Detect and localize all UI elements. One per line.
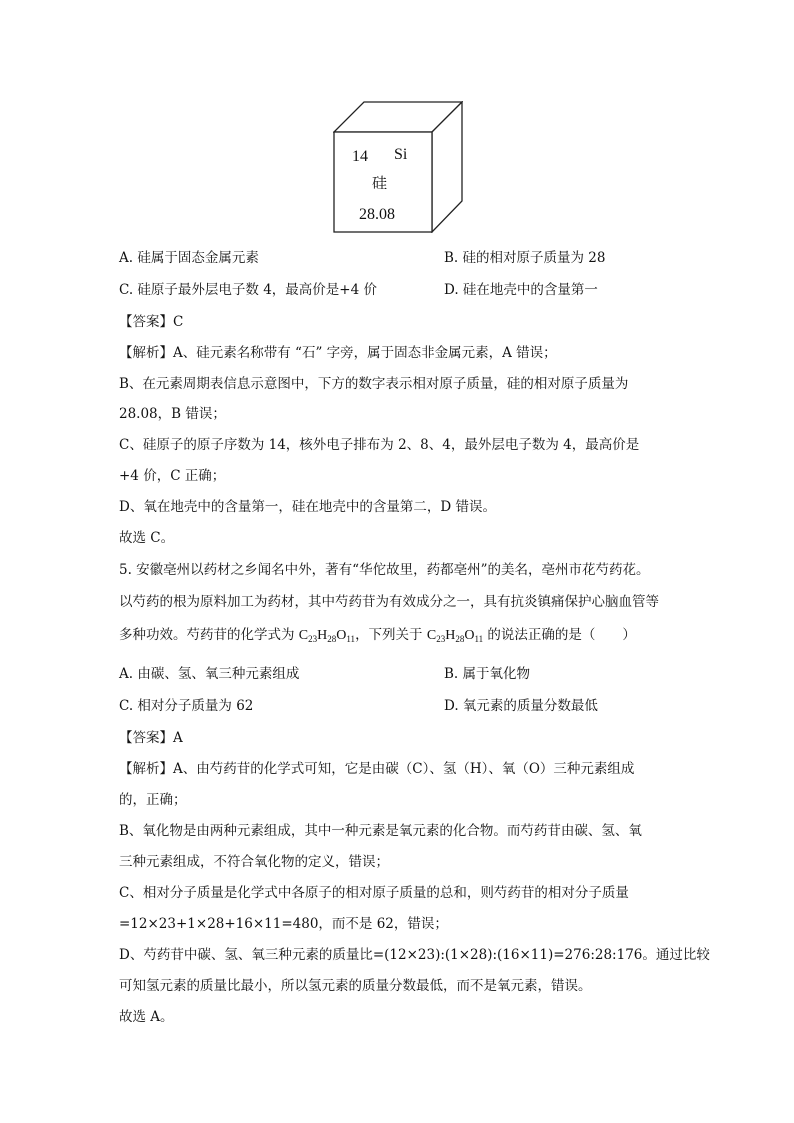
q4-analysis-line: B、在元素周期表信息示意图中，下方的数字表示相对原子质量，硅的相对原子质量为 xyxy=(119,376,629,392)
q5-analysis-line: D、芍药苷中碳、氢、氧三种元素的质量比=(12×23):(1×28):(16×11)=276:28:176。通过比较 xyxy=(119,947,710,963)
q4-option-b: B. 硅的相对原子质量为 28 xyxy=(444,250,606,266)
q5-analysis-line: 【解析】A、由芍药苷的化学式可知，它是由碳（C）、氢（H）、氧（O）三种元素组成 xyxy=(119,761,635,777)
q5-stem-text: 的说法正确的是（ ） xyxy=(483,627,636,643)
q4-option-d: D. 硅在地壳中的含量第一 xyxy=(444,282,598,298)
q5-stem-text: ，下列关于 xyxy=(355,627,427,643)
q5-stem-line-formula xyxy=(119,625,636,646)
q5-analysis-line: C、相对分子质量是化学式中各原子的相对原子质量的总和，则芍药苷的相对分子质量 xyxy=(119,885,629,901)
q4-analysis-line: +4 价，C 正确； xyxy=(119,468,226,484)
q5-analysis-line: 三种元素组成，不符合氧化物的定义，错误； xyxy=(119,854,389,870)
q4-analysis-line: 28.08，B 错误； xyxy=(119,406,226,422)
q5-stem-text: 多种功效。芍药苷的化学式为 xyxy=(119,627,299,643)
q5-stem-line: 以芍药的根为原料加工为药材，其中芍药苷为有效成分之一，具有抗炎镇痛保护心脑血管等 xyxy=(119,594,659,610)
element-name: 硅 xyxy=(372,174,388,192)
q5-option-a: A. 由碳、氢、氧三种元素组成 xyxy=(119,666,300,682)
q5-option-c: C. 相对分子质量为 62 xyxy=(119,698,254,714)
cube-outline xyxy=(333,101,463,233)
q4-analysis-line: D、氧在地壳中的含量第一，硅在地壳中的含量第二，D 错误。 xyxy=(119,499,496,515)
q4-answer: 【答案】C xyxy=(119,314,184,330)
q5-option-b: B. 属于氧化物 xyxy=(444,666,531,682)
q4-conclusion: 故选 C。 xyxy=(119,530,175,546)
q5-answer: 【答案】A xyxy=(119,730,183,746)
q5-conclusion: 故选 A。 xyxy=(119,1009,174,1025)
q5-analysis-line: 可知氢元素的质量比最小，所以氢元素的质量分数最低，而不是氧元素，错误。 xyxy=(119,978,592,994)
q5-analysis-line: 的，正确； xyxy=(119,792,187,808)
q4-option-a: A. 硅属于固态金属元素 xyxy=(119,250,259,266)
q5-analysis-line: =12×23+1×28+16×11=480，而不是 62，错误； xyxy=(119,916,448,932)
paeoniflorin-formula: $C_{23}H_{28}O_{11}$ xyxy=(298,628,356,644)
q5-stem-line: 5. 安徽亳州以药材之乡闻名中外，著有“华佗故里，药都亳州”的美名，亳州市花芍药花。 xyxy=(119,562,650,578)
element-symbol: Si xyxy=(394,146,408,163)
q4-analysis-line: C、硅原子的原子序数为 14，核外电子排布为 2、8、4，最外层电子数为 4，最高价是 xyxy=(119,437,640,453)
atomic-number: 14 xyxy=(352,148,368,165)
q5-analysis-line: B、氧化物是由两种元素组成，其中一种元素是氧元素的化合物。而芍药苷由碳、氢、氧 xyxy=(119,823,642,839)
paeoniflorin-formula: $C_{23}H_{28}O_{11}$ xyxy=(426,628,484,644)
q4-analysis-line: 【解析】A、硅元素名称带有 “石” 字旁，属于固态非金属元素，A 错误； xyxy=(119,345,557,361)
atomic-mass: 28.08 xyxy=(359,206,395,223)
q4-option-c: C. 硅原子最外层电子数 4，最高价是+4 价 xyxy=(119,282,378,298)
silicon-element-cube-figure xyxy=(333,101,463,233)
q5-option-d: D. 氧元素的质量分数最低 xyxy=(444,698,598,714)
